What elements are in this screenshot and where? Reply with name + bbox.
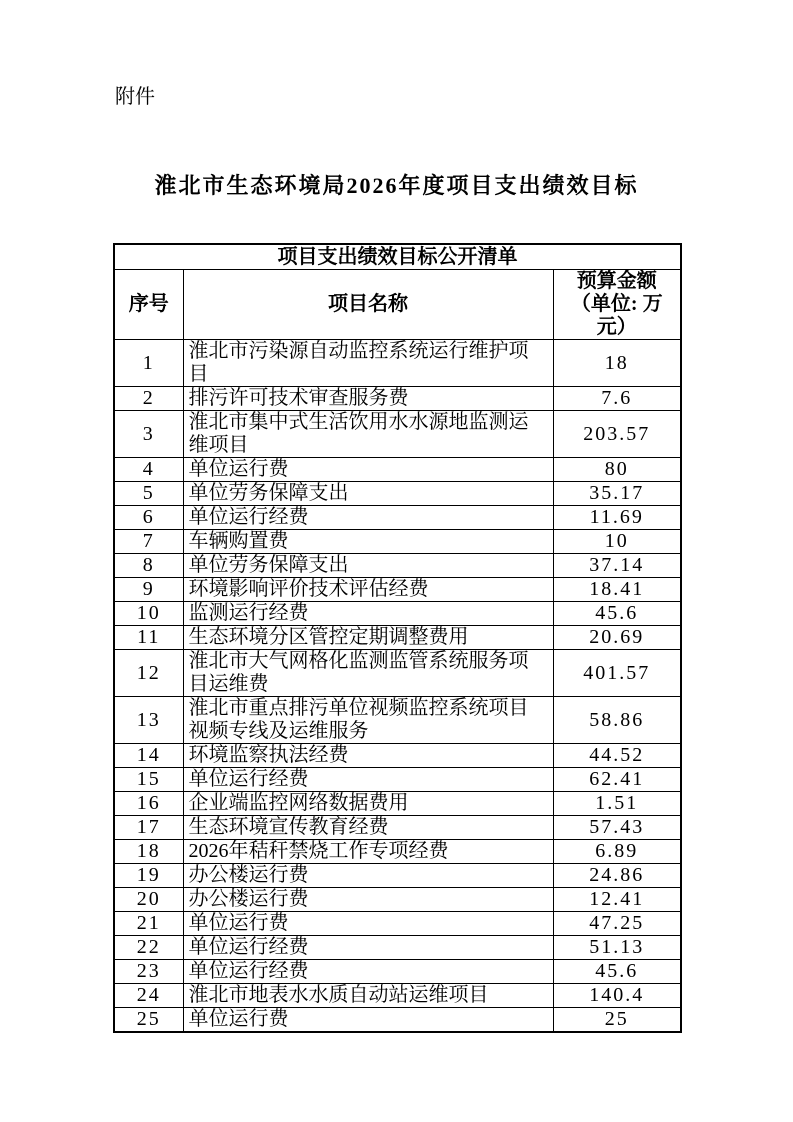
budget-amount-cell: 12.41 (553, 888, 681, 912)
table-row (114, 792, 681, 816)
row-number-cell: 6 (114, 506, 183, 530)
budget-amount-cell: 62.41 (553, 768, 681, 792)
table-row (114, 936, 681, 960)
table-row (114, 816, 681, 840)
row-number-cell: 14 (114, 744, 183, 768)
row-number-cell: 19 (114, 864, 183, 888)
budget-amount-cell: 80 (553, 458, 681, 482)
table-row (114, 984, 681, 1008)
row-number-cell: 9 (114, 578, 183, 602)
project-name-cell: 生态环境宣传教育经费 (183, 816, 553, 840)
budget-amount-cell: 45.6 (553, 960, 681, 984)
budget-amount-cell: 7.6 (553, 387, 681, 411)
project-name-cell: 企业端监控网络数据费用 (183, 792, 553, 816)
table-row (114, 912, 681, 936)
table-row (114, 650, 681, 697)
column-header-no: 序号 (114, 270, 183, 340)
table-row (114, 458, 681, 482)
budget-amount-cell: 25 (553, 1008, 681, 1033)
attachment-label: 附件 (115, 86, 155, 108)
budget-amount-cell: 401.57 (553, 650, 681, 697)
table-row (114, 506, 681, 530)
table-row (114, 840, 681, 864)
budget-amount-cell: 37.14 (553, 554, 681, 578)
project-name-cell: 办公楼运行费 (183, 888, 553, 912)
budget-amount-cell: 11.69 (553, 506, 681, 530)
table-row (114, 482, 681, 506)
row-number-cell: 1 (114, 340, 183, 387)
table-row (114, 554, 681, 578)
table-row (114, 340, 681, 387)
row-number-cell: 22 (114, 936, 183, 960)
row-number-cell: 3 (114, 411, 183, 458)
budget-amount-cell: 18 (553, 340, 681, 387)
budget-amount-cell: 18.41 (553, 578, 681, 602)
project-name-cell: 车辆购置费 (183, 530, 553, 554)
project-name-cell: 单位运行经费 (183, 768, 553, 792)
budget-amount-cell: 140.4 (553, 984, 681, 1008)
row-number-cell: 8 (114, 554, 183, 578)
budget-amount-cell: 203.57 (553, 411, 681, 458)
project-name-cell: 办公楼运行费 (183, 864, 553, 888)
row-number-cell: 15 (114, 768, 183, 792)
project-name-cell: 排污许可技术审查服务费 (183, 387, 553, 411)
project-name-cell: 环境影响评价技术评估经费 (183, 578, 553, 602)
table-row (114, 578, 681, 602)
column-header-amount: 预算金额（单位: 万元） (553, 270, 681, 340)
table-row (114, 744, 681, 768)
project-name-cell: 单位运行经费 (183, 960, 553, 984)
budget-amount-cell: 45.6 (553, 602, 681, 626)
table-row (114, 960, 681, 984)
row-number-cell: 17 (114, 816, 183, 840)
performance-table (113, 243, 682, 1033)
project-name-cell: 淮北市集中式生活饮用水水源地监测运维项目 (183, 411, 553, 458)
table-row (114, 1008, 681, 1033)
table-row (114, 411, 681, 458)
project-name-cell: 单位运行费 (183, 458, 553, 482)
table-body (114, 340, 681, 1033)
row-number-cell: 2 (114, 387, 183, 411)
row-number-cell: 18 (114, 840, 183, 864)
table-header-row (114, 270, 681, 340)
row-number-cell: 24 (114, 984, 183, 1008)
project-name-cell: 环境监察执法经费 (183, 744, 553, 768)
budget-amount-cell: 44.52 (553, 744, 681, 768)
budget-amount-cell: 47.25 (553, 912, 681, 936)
table-row (114, 387, 681, 411)
budget-amount-cell: 10 (553, 530, 681, 554)
project-name-cell: 单位运行费 (183, 1008, 553, 1033)
table-row (114, 602, 681, 626)
project-name-cell: 单位劳务保障支出 (183, 554, 553, 578)
project-name-cell: 单位劳务保障支出 (183, 482, 553, 506)
project-name-cell: 淮北市重点排污单位视频监控系统项目视频专线及运维服务 (183, 697, 553, 744)
row-number-cell: 11 (114, 626, 183, 650)
project-name-cell: 生态环境分区管控定期调整费用 (183, 626, 553, 650)
project-name-cell: 单位运行经费 (183, 506, 553, 530)
row-number-cell: 25 (114, 1008, 183, 1033)
row-number-cell: 16 (114, 792, 183, 816)
table-head (114, 244, 681, 340)
project-name-cell: 淮北市大气网格化监测监管系统服务项目运维费 (183, 650, 553, 697)
budget-amount-cell: 1.51 (553, 792, 681, 816)
project-name-cell: 监测运行经费 (183, 602, 553, 626)
project-name-cell: 单位运行费 (183, 912, 553, 936)
row-number-cell: 20 (114, 888, 183, 912)
row-number-cell: 10 (114, 602, 183, 626)
table-row (114, 530, 681, 554)
project-name-cell: 单位运行经费 (183, 936, 553, 960)
table-row (114, 888, 681, 912)
table-row (114, 626, 681, 650)
table-caption-row (114, 244, 681, 270)
budget-amount-cell: 57.43 (553, 816, 681, 840)
budget-amount-cell: 51.13 (553, 936, 681, 960)
budget-amount-cell: 35.17 (553, 482, 681, 506)
budget-amount-cell: 6.89 (553, 840, 681, 864)
row-number-cell: 21 (114, 912, 183, 936)
row-number-cell: 13 (114, 697, 183, 744)
table-caption: 项目支出绩效目标公开清单 (114, 244, 681, 270)
row-number-cell: 4 (114, 458, 183, 482)
row-number-cell: 23 (114, 960, 183, 984)
project-name-cell: 2026年秸秆禁烧工作专项经费 (183, 840, 553, 864)
project-name-cell: 淮北市污染源自动监控系统运行维护项目 (183, 340, 553, 387)
table-row (114, 697, 681, 744)
budget-amount-cell: 58.86 (553, 697, 681, 744)
row-number-cell: 5 (114, 482, 183, 506)
column-header-name: 项目名称 (183, 270, 553, 340)
budget-amount-cell: 24.86 (553, 864, 681, 888)
row-number-cell: 12 (114, 650, 183, 697)
row-number-cell: 7 (114, 530, 183, 554)
table-row (114, 864, 681, 888)
budget-amount-cell: 20.69 (553, 626, 681, 650)
table-row (114, 768, 681, 792)
document-title: 淮北市生态环境局2026年度项目支出绩效目标 (154, 173, 639, 198)
project-name-cell: 淮北市地表水水质自动站运维项目 (183, 984, 553, 1008)
